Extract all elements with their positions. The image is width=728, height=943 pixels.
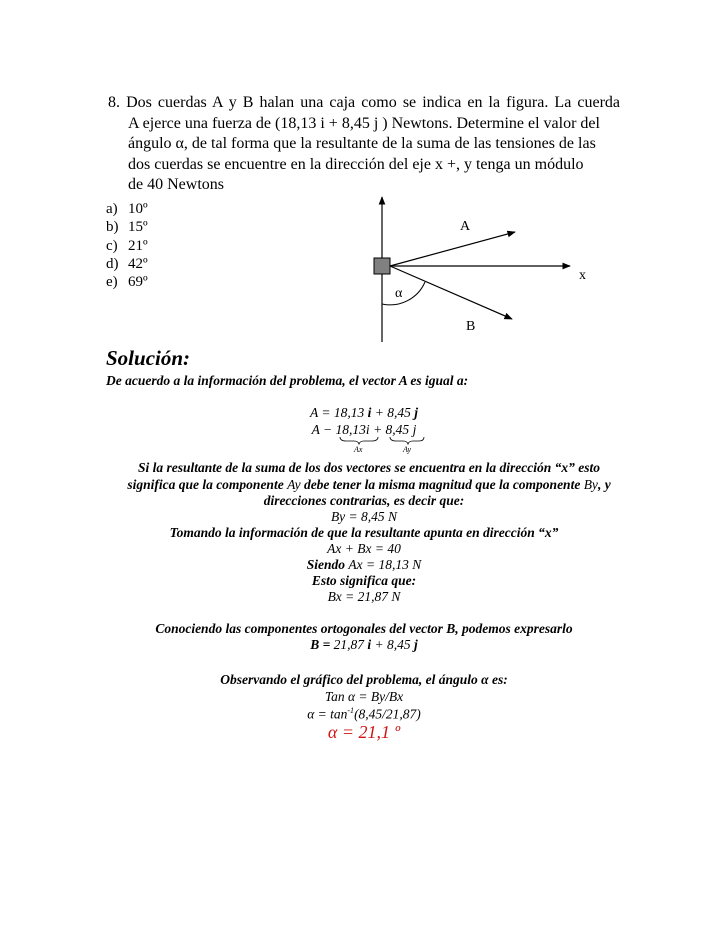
option-d: d) 42º — [106, 255, 148, 272]
label-alpha: α — [395, 286, 403, 301]
paragraph-1-line-1: Si la resultante de la suma de los dos vectores se encuentra en la dirección “x” esto — [138, 460, 600, 475]
label-ax: Ax — [354, 445, 363, 454]
problem-line-4: dos cuerdas se encuentre en la dirección del eje x +, y tenga un módulo — [128, 155, 584, 173]
option-c: c) 21º — [106, 237, 148, 254]
alpha-arc — [382, 282, 425, 305]
equation-b: B = 21,87 i + 8,45 j — [310, 637, 418, 652]
paragraph-1-line-2: significa que la componente Ay debe tener la misma magnitud que la componente By, y — [127, 477, 611, 492]
esto-significa: Esto significa que: — [311, 573, 417, 588]
problem-line-5: de 40 Newtons — [128, 176, 224, 193]
paragraph-1-line-3: direcciones contrarias, es decir que: — [263, 493, 465, 508]
paragraph-4: Observando el gráfico del problema, el ángulo α es: — [220, 672, 508, 687]
vector-b — [390, 266, 512, 319]
paragraph-2: Tomando la información de que la resultante apunta en dirección “x” — [169, 525, 559, 540]
label-a: A — [460, 219, 471, 234]
label-x: x — [579, 268, 586, 283]
paragraph-3: Conociendo las componentes ortogonales del vector B, podemos expresarlo — [155, 621, 573, 636]
brace-ax — [340, 437, 378, 444]
equation-a: A = 18,13 i + 8,45 j — [309, 405, 419, 420]
equation-a-components: A − 18,13i + 8,45 j — [311, 422, 417, 437]
label-ay: Ay — [403, 445, 411, 454]
equation-atan: $\alpha = \tan^{-1}(8,45/21,87)$ — [307, 706, 421, 722]
equation-tan: Tan α = By/Bx — [324, 689, 404, 704]
equation-bx: Bx = 21,87 N — [327, 589, 401, 604]
final-answer: α = 21,1 º — [327, 722, 401, 742]
component-braces — [336, 435, 426, 455]
problem-line-2: A ejerce una fuerza de (18,13 i + 8,45 j ) Newtons. Determine el valor del — [128, 114, 600, 132]
label-b: B — [466, 319, 476, 334]
problem-line-3: ángulo α, de tal forma que la resultante de la suma de las tensiones de las — [128, 135, 596, 152]
box — [374, 258, 390, 274]
option-a: a) 10º — [106, 201, 148, 217]
option-e: e) 69º — [106, 274, 148, 291]
problem-line-1: 8. Dos cuerdas A y B halan una caja como se indica en la figura. La cuerda — [108, 94, 620, 111]
solution-title: Solución: — [106, 346, 191, 370]
brace-ay — [390, 437, 424, 444]
equation-by: By = 8,45 N — [330, 509, 398, 524]
equation-siendo: Siendo Ax = 18,13 N — [306, 557, 422, 572]
option-b: b) 15º — [106, 219, 148, 236]
vector-a — [390, 232, 515, 266]
equation-sum: Ax + Bx = 40 — [327, 541, 401, 556]
force-diagram — [0, 0, 728, 360]
solution-intro: De acuerdo a la información del problema, el vector A es igual a: — [106, 373, 469, 388]
